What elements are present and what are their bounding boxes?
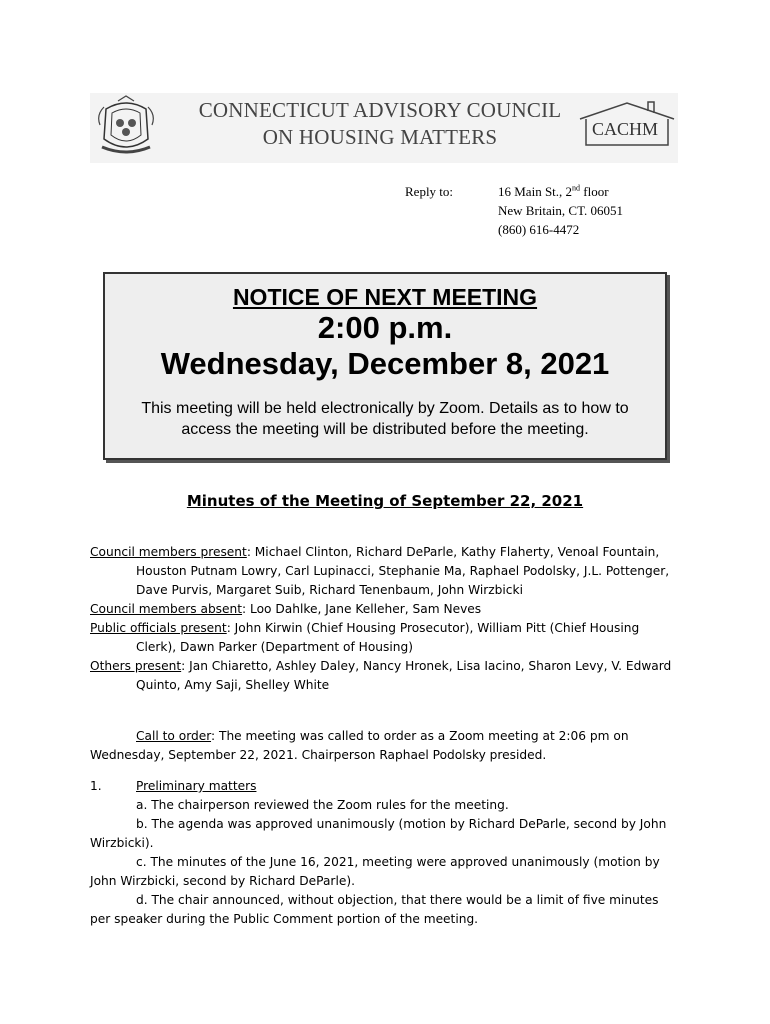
notice-time: 2:00 p.m. <box>317 310 453 345</box>
notice-body: This meeting will be held electronically by Zoom. Details as to how to access the meeting will be distributed before the meeting. <box>141 400 629 438</box>
org-name-line-2: ON HOUSING MATTERS <box>262 125 498 149</box>
reply-address <box>498 182 623 239</box>
letterhead <box>90 93 678 163</box>
address-street: 16 Main St., 2nd floor <box>498 183 609 199</box>
members-present: Council members present: Michael Clinton, Richard DeParle, Kathy Flaherty, Venoal Fountain, <box>90 545 660 559</box>
reply-label: Reply to: <box>405 184 454 199</box>
item-b: b. The agenda was approved unanimously (motion by Richard DeParle, second by John <box>136 817 667 831</box>
organization-name <box>190 97 570 151</box>
call-to-order: Call to order: The meeting was called to order as a Zoom meeting at 2:06 pm on <box>136 729 629 743</box>
others-present: Others present: Jan Chiaretto, Ashley Daley, Nancy Hronek, Lisa Iacino, Sharon Levy, V. Edward <box>90 659 672 673</box>
org-name-line-1: CONNECTICUT ADVISORY COUNCIL <box>198 98 562 122</box>
item-number: 1. <box>90 779 102 793</box>
minutes-title: Minutes of the Meeting of September 22, 2021 <box>186 492 584 510</box>
item-c: c. The minutes of the June 16, 2021, meeting were approved unanimously (motion by <box>136 855 660 869</box>
item-d: d. The chair announced, without objection, that there would be a limit of five minutes <box>136 893 659 907</box>
address-phone: (860) 616-4472 <box>498 222 580 237</box>
notice-date: Wednesday, December 8, 2021 <box>160 346 610 381</box>
members-absent: Council members absent: Loo Dahlke, Jane Kelleher, Sam Neves <box>90 602 482 616</box>
address-city: New Britain, CT. 06051 <box>498 203 624 218</box>
item-a: a. The chairperson reviewed the Zoom rules for the meeting. <box>136 798 509 812</box>
item-heading: Preliminary matters <box>136 779 257 793</box>
meeting-notice-box <box>103 272 667 460</box>
state-seal-icon <box>94 95 158 159</box>
public-officials-present: Public officials present: John Kirwin (Chief Housing Prosecutor), William Pitt (Chief Housing <box>90 621 640 635</box>
notice-title: NOTICE OF NEXT MEETING <box>232 284 538 310</box>
org-abbreviation: CACHM <box>591 119 658 139</box>
